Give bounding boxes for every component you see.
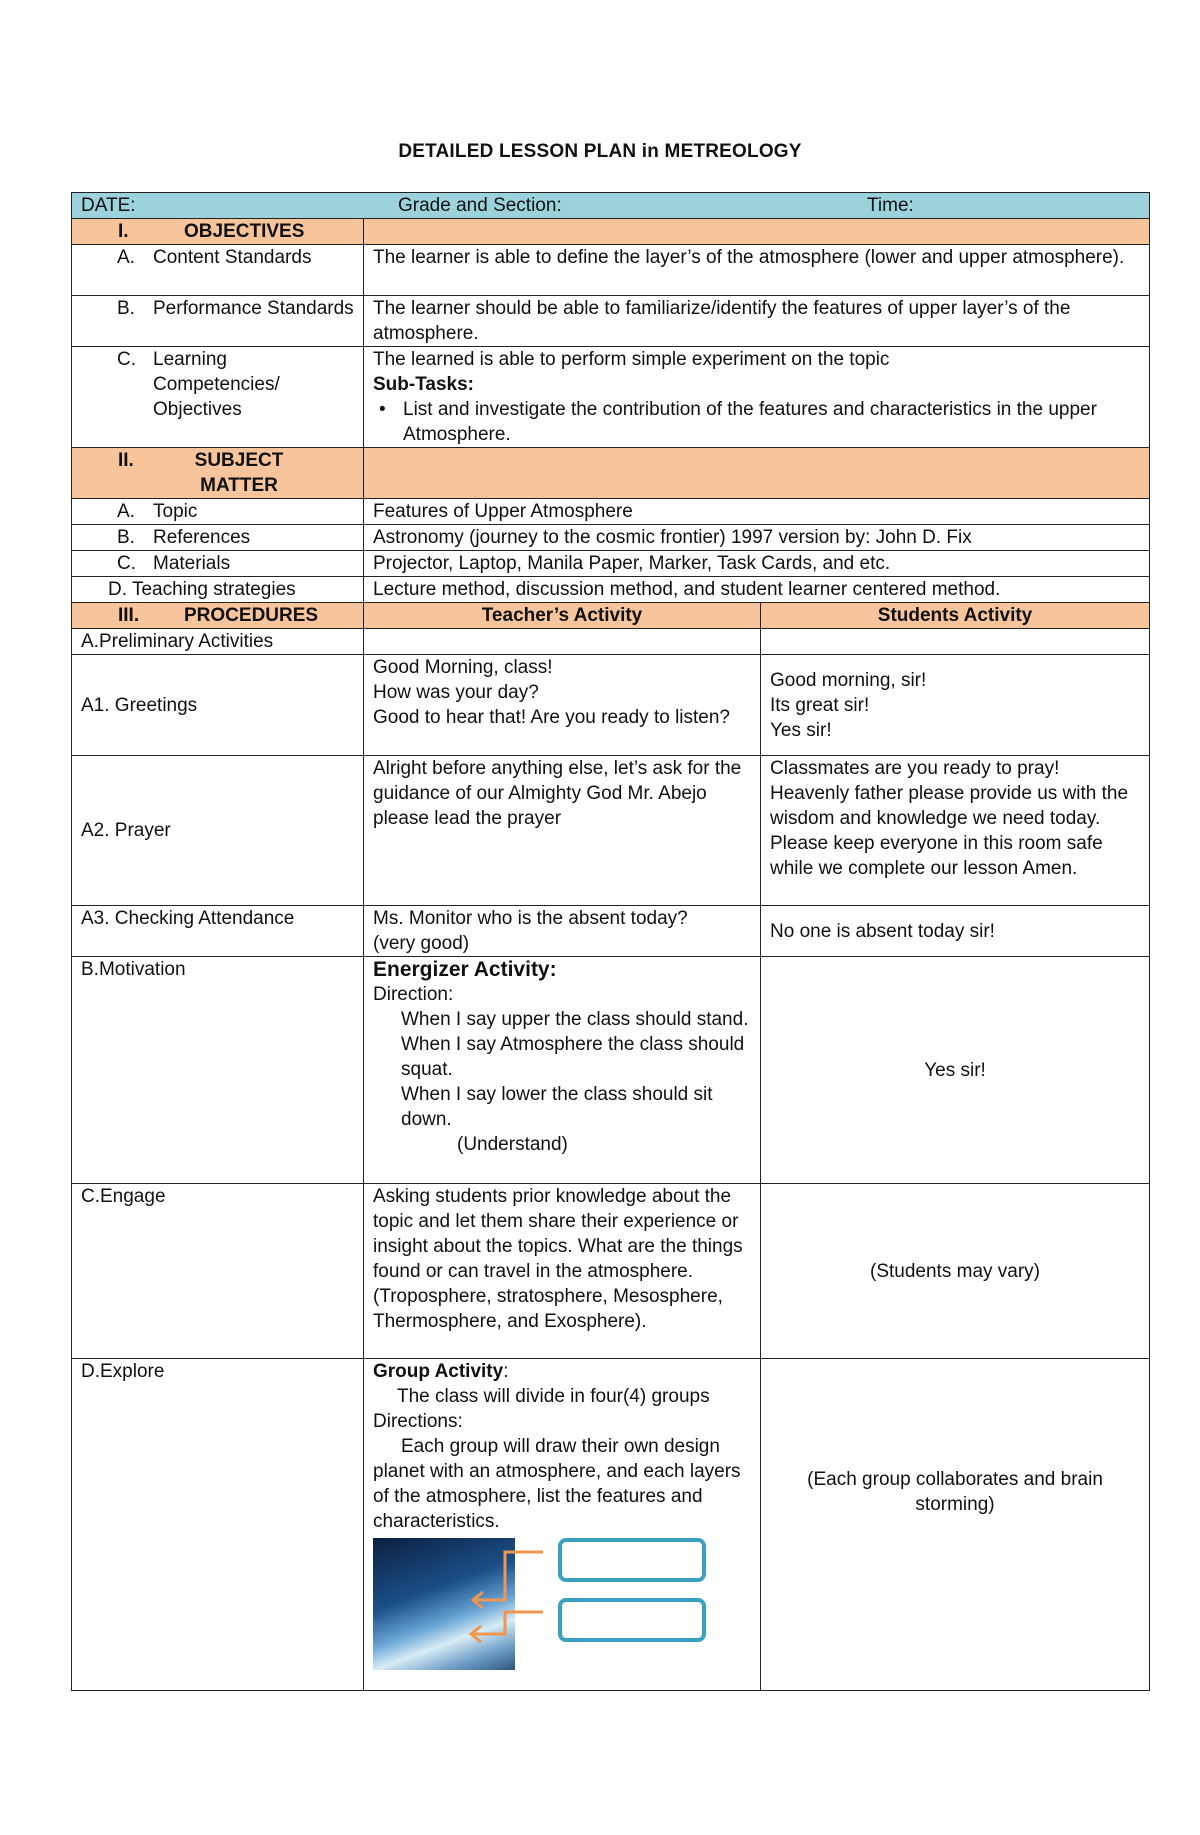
subtask-text: List and investigate the contribution of the features and characteristics in the upper Atmosphere.	[403, 399, 1097, 445]
student-text: Classmates are you ready to pray! Heavenly father please provide us with the wisdom and knowledge we need today. Please keep everyone in this room safe while we complete our lesson Amen.	[761, 756, 1150, 906]
item-letter: D.	[108, 579, 127, 600]
section-number: III.	[118, 605, 140, 626]
teacher-line: Good to hear that! Are you ready to listen?	[373, 707, 731, 728]
motivation-row	[72, 957, 1150, 1184]
item-letter: B.	[117, 298, 135, 319]
item-text: The learner is able to define the layer’s of the atmosphere (lower and upper atmosphere).	[364, 245, 1150, 296]
section-number: II.	[118, 450, 134, 471]
engage-row	[72, 1184, 1150, 1359]
explore-line: Each group will draw their own design planet with an atmosphere, and each layers of the atmosphere, list the features and characteristics.	[373, 1436, 741, 1532]
item-text: Features of Upper Atmosphere	[364, 499, 1150, 525]
subject-row	[72, 499, 1150, 525]
preliminary-row	[72, 629, 1150, 655]
objective-row	[72, 347, 1150, 448]
planet-diagram	[373, 1538, 751, 1670]
arrow-icon	[463, 1538, 553, 1670]
lesson-plan-table	[71, 192, 1150, 1691]
objective-row	[72, 296, 1150, 347]
date-label: DATE:	[81, 195, 136, 216]
student-line: Good morning, sir!	[770, 669, 927, 691]
item-text: Astronomy (journey to the cosmic frontier) 1997 version by: John D. Fix	[364, 525, 1150, 551]
section-heading: SUBJECT MATTER	[194, 450, 284, 496]
label-box	[558, 1538, 706, 1582]
item-letter: A.	[117, 501, 135, 522]
direction-line	[373, 1082, 751, 1132]
procedures-heading-row	[72, 603, 1150, 629]
explore-row	[72, 1359, 1150, 1691]
activity-heading: Group Activity	[373, 1361, 504, 1382]
subject-row	[72, 525, 1150, 551]
student-text: Yes sir!	[761, 957, 1150, 1184]
closing-note: (Understand)	[457, 1134, 568, 1155]
student-text: (Each group collaborates and brain storming)	[761, 1359, 1150, 1691]
header-row	[72, 193, 1150, 219]
item-letter: B.	[117, 527, 135, 548]
direction-line	[373, 1007, 751, 1032]
direction-line	[373, 1032, 751, 1082]
bullet-icon: •	[379, 399, 386, 420]
item-label: Teaching strategies	[131, 579, 296, 600]
item-text: Lecture method, discussion method, and student learner centered method.	[364, 577, 1150, 603]
explore-line: The class will divide in four(4) groups	[397, 1386, 710, 1407]
direction-text: When I say lower the class should sit down.	[401, 1084, 713, 1130]
item-label: Learning Competencies/ Objectives	[153, 349, 280, 420]
teacher-text: Asking students prior knowledge about the topic and let them share their experience or insight about the topics. What are the things found or can travel in the atmosphere. (Troposphere, stratosphere, Mesosphere, Thermosphere, and Exosphere).	[364, 1184, 761, 1359]
section-heading: PROCEDURES	[184, 605, 319, 626]
item-letter: A.	[117, 247, 135, 268]
item-letter: C.	[117, 553, 136, 574]
item-letter: C.	[117, 349, 136, 370]
label-box	[558, 1598, 706, 1642]
subject-row	[72, 551, 1150, 577]
direction-text: When I say upper the class should stand.	[401, 1009, 749, 1030]
teacher-line: How was your day?	[373, 682, 539, 703]
item-label: References	[153, 527, 251, 548]
row-label: D.Explore	[72, 1359, 364, 1691]
activity-heading: Energizer Activity:	[373, 958, 557, 981]
item-label: Topic	[153, 501, 198, 522]
item-label: Content Standards	[153, 247, 312, 268]
student-line: Yes sir!	[770, 719, 832, 741]
student-line: Its great sir!	[770, 694, 870, 716]
row-label: A1. Greetings	[72, 655, 364, 756]
subject-row	[72, 577, 1150, 603]
grade-section-label: Grade and Section:	[398, 195, 562, 216]
prayer-row	[72, 756, 1150, 906]
row-label: C.Engage	[72, 1184, 364, 1359]
row-label: A2. Prayer	[72, 756, 364, 906]
subtasks-label: Sub-Tasks:	[373, 374, 475, 395]
direction-text: When I say Atmosphere the class should squat.	[401, 1034, 745, 1080]
teacher-line: Ms. Monitor who is the absent today?	[373, 908, 688, 929]
row-label: B.Motivation	[72, 957, 364, 1184]
item-label: Performance Standards	[153, 298, 354, 319]
directions-label: Directions:	[373, 1411, 463, 1432]
time-label: Time:	[867, 195, 914, 216]
section-heading: OBJECTIVES	[184, 221, 305, 242]
item-text: Projector, Laptop, Manila Paper, Marker, Task Cards, and etc.	[364, 551, 1150, 577]
greetings-row	[72, 655, 1150, 756]
document-title: DETAILED LESSON PLAN in METREOLOGY	[398, 141, 802, 162]
student-text: (Students may vary)	[761, 1184, 1150, 1359]
student-text: No one is absent today sir!	[761, 906, 1150, 957]
objective-row	[72, 245, 1150, 296]
student-column-header: Students Activity	[761, 603, 1150, 629]
teacher-line: (very good)	[373, 933, 470, 954]
subject-heading-row	[72, 448, 1150, 499]
direction-label: Direction:	[373, 984, 454, 1005]
row-label: A.Preliminary Activities	[72, 629, 364, 655]
teacher-text: Alright before anything else, let’s ask for the guidance of our Almighty God Mr. Abejo please lead the prayer	[364, 756, 761, 906]
teacher-line: Good Morning, class!	[373, 657, 553, 678]
item-text: The learned is able to perform simple experiment on the topic	[373, 349, 890, 370]
heading-colon: :	[503, 1361, 509, 1382]
teacher-column-header: Teacher’s Activity	[364, 603, 761, 629]
row-label: A3. Checking Attendance	[72, 906, 364, 957]
item-text: The learner should be able to familiarize/identify the features of upper layer’s of the atmosphere.	[364, 296, 1150, 347]
item-label: Materials	[153, 553, 231, 574]
attendance-row	[72, 906, 1150, 957]
objectives-heading-row	[72, 219, 1150, 245]
section-number: I.	[118, 221, 129, 242]
